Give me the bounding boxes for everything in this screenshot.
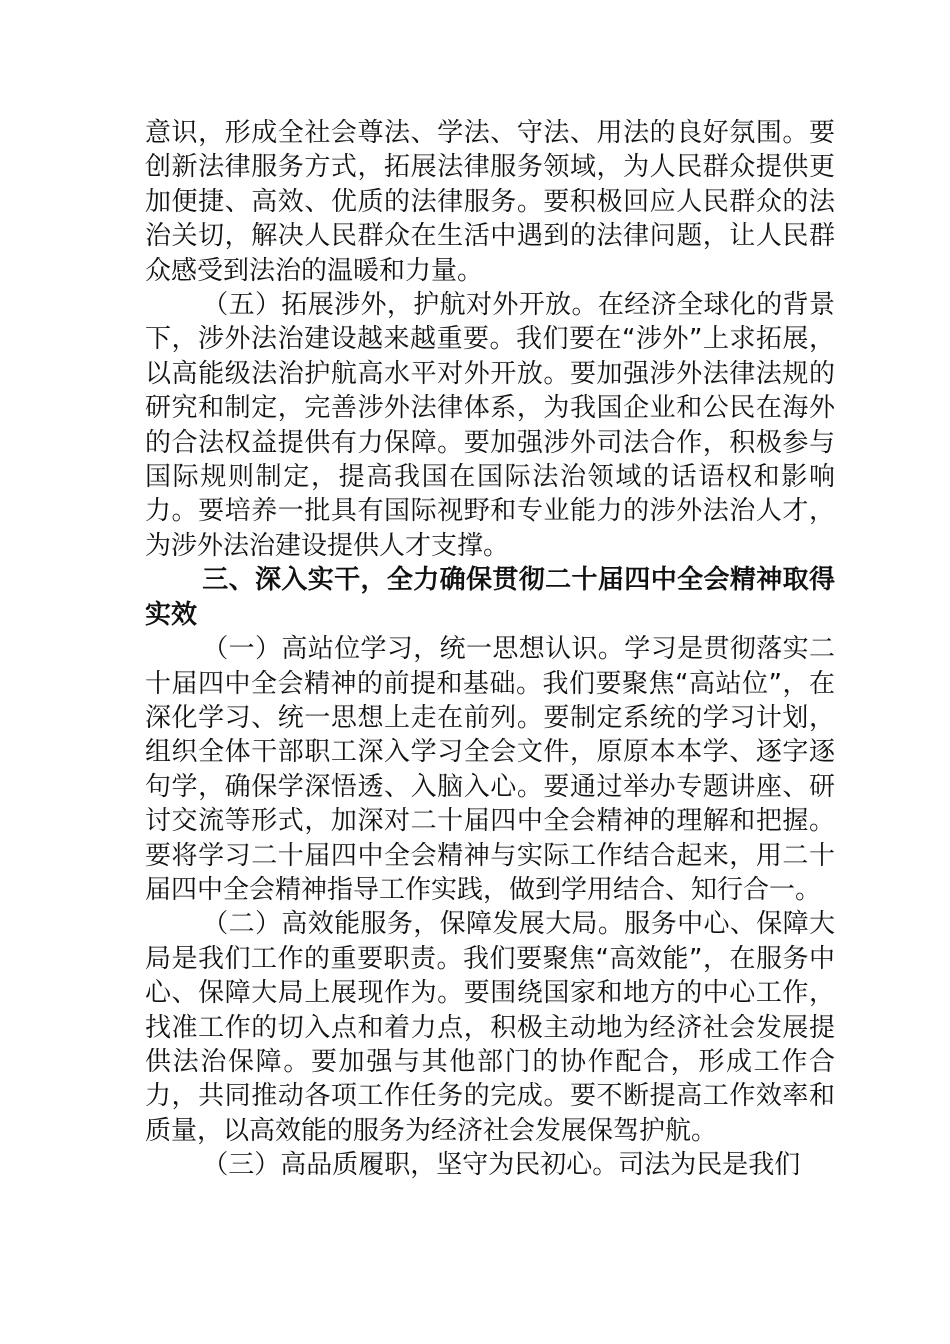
paragraph-section-three: （三）高品质履职，坚守为民初心。司法为民是我们 xyxy=(202,1150,801,1181)
document-body xyxy=(145,116,835,1183)
paragraph-continuation: 意识，形成全社会尊法、学法、守法、用法的良好氛围。要创新法律服务方式，拓展法律服务领域，为人民群众提供更加便捷、高效、优质的法律服务。要积极回应人民群众的法治关切，解决人民群众在生活中遇到的法律问题，让人民群众感受到法治的温暖和力量。 xyxy=(145,118,835,286)
paragraph-section-five: （五）拓展涉外，护航对外开放。在经济全球化的背景下，涉外法治建设越来越重要。我们要在“涉外”上求拓展，以高能级法治护航高水平对外开放。要加强涉外法律法规的研究和制定，完善涉外法律体系，为我国企业和公民在海外的合法权益提供有力保障。要加强涉外司法合作，积极参与国际规则制定，提高我国在国际法治领域的话语权和影响力。要培养一批具有国际视野和专业能力的涉外法治人才，为涉外法治建设提供人才支撑。 xyxy=(145,290,835,561)
paragraph-section-one: （一）高站位学习，统一思想认识。学习是贯彻落实二十届四中全会精神的前提和基础。我们要聚焦“高站位”，在深化学习、统一思想上走在前列。要制定系统的学习计划，组织全体干部职工深入学习全会文件，原原本本学、逐字逐句学，确保学深悟透、入脑入心。要通过举办专题讲座、研讨交流等形式，加深对二十届四中全会精神的理解和把握。要将学习二十届四中全会精神与实际工作结合起来，用二十届四中全会精神指导工作实践，做到学用结合、知行合一。 xyxy=(145,634,835,905)
paragraph-section-two: （二）高效能服务，保障发展大局。服务中心、保障大局是我们工作的重要职责。我们要聚焦“高效能”，在服务中心、保障大局上展现作为。要围绕国家和地方的中心工作，找准工作的切入点和着力点，积极主动地为经济社会发展提供法治保障。要加强与其他部门的协作配合，形成工作合力，共同推动各项工作任务的完成。要不断提高工作效率和质量，以高效能的服务为经济社会发展保驾护航。 xyxy=(145,909,835,1146)
section-heading-three: 三、深入实干，全力确保贯彻二十届四中全会精神取得实效 xyxy=(145,565,835,630)
